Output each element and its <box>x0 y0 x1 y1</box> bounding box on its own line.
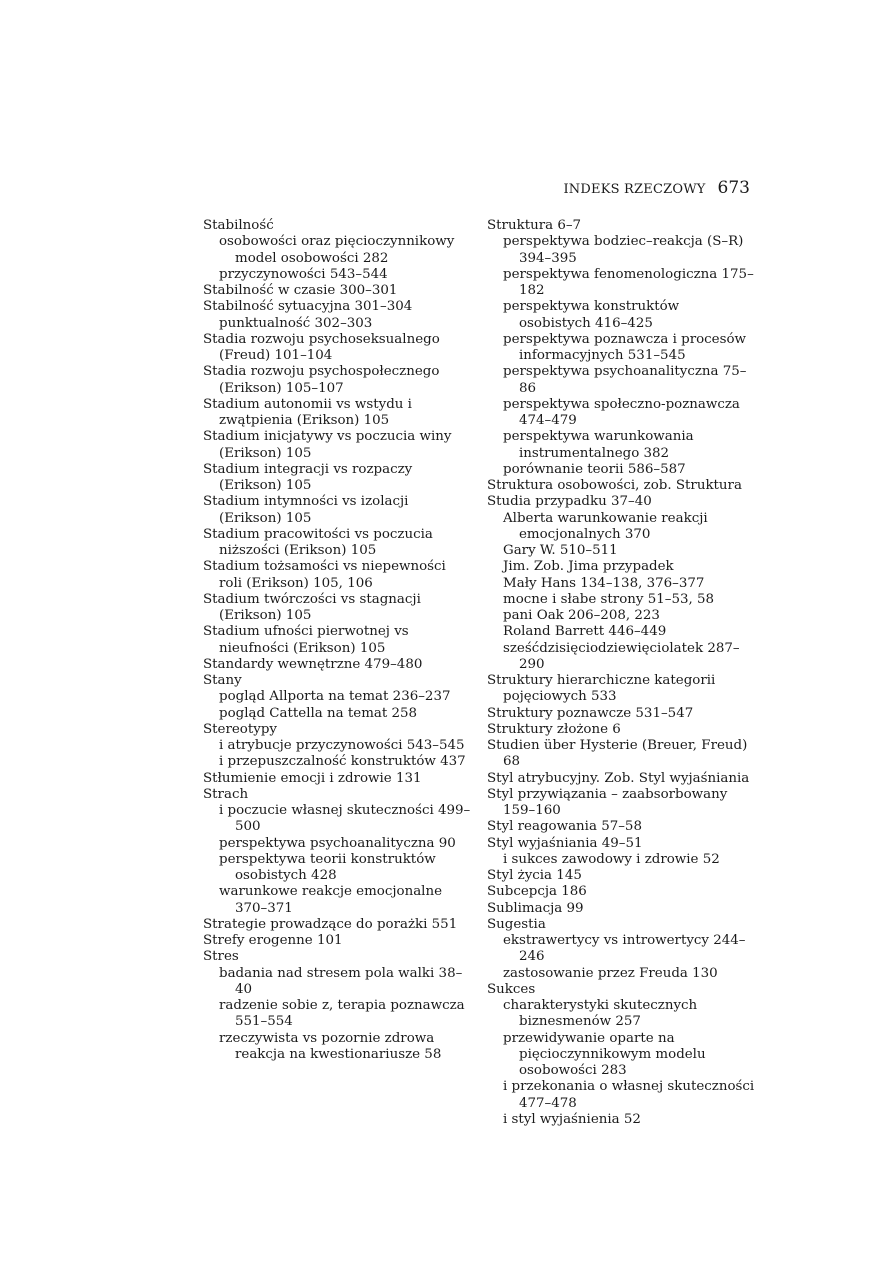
index-entry: Sugestia <box>487 916 546 932</box>
index-subentry: perspektywa społeczno-poznawcza 474–479 <box>503 396 740 428</box>
index-subentry: perspektywa psychoanalityczna 90 <box>219 835 456 851</box>
index-subentry: sześćdzisięciodziewięciolatek 287–290 <box>503 640 740 672</box>
index-subentry: radzenie sobie z, terapia poznawcza 551–554 <box>219 998 465 1030</box>
index-subentry: perspektywa teorii konstruktów osobistych 428 <box>219 851 436 883</box>
index-entry: Struktura 6–7 <box>487 218 582 233</box>
index-entry: Stadium twórczości vs stagnacji (Erikson) 105 <box>203 591 421 623</box>
index-subentry: perspektywa poznawcza i procesów informacyjnych 531–545 <box>503 331 746 363</box>
running-header-title: INDEKS RZECZOWY <box>563 182 706 197</box>
index-column-left <box>203 218 471 1063</box>
index-subentry: mocne i słabe strony 51–53, 58 <box>503 591 715 607</box>
index-entry: Styl przywiązania – zaabsorbowany 159–160 <box>487 786 728 818</box>
index-subentry: przewidywanie oparte na pięcioczynnikowym modelu osobowości 283 <box>503 1030 706 1078</box>
index-entry: Stabilność sytuacyjna 301–304 <box>203 299 413 315</box>
index-subentry: pogląd Allporta na temat 236–237 <box>219 689 451 705</box>
index-subentry: i poczucie własnej skuteczności 499–500 <box>219 803 471 835</box>
index-subentry: punktualność 302–303 <box>219 315 373 331</box>
index-entry: Stany <box>203 673 242 688</box>
index-subentry: perspektywa psychoanalityczna 75–86 <box>503 364 747 396</box>
index-entry: Stadia rozwoju psychospołecznego (Erikson) 105–107 <box>203 364 440 396</box>
index-subentry: i atrybucje przyczynowości 543–545 <box>219 738 465 753</box>
index-entry: Stłumienie emocji i zdrowie 131 <box>203 770 422 786</box>
index-entry: Stadium integracji vs rozpaczy (Erikson) 105 <box>203 461 413 493</box>
index-entry: Stadium ufności pierwotnej vs nieufności (Erikson) 105 <box>203 624 409 656</box>
index-entry: Stadium tożsamości vs niepewności roli (Erikson) 105, 106 <box>203 559 446 591</box>
page-number: 673 <box>717 178 750 198</box>
index-subentry: perspektywa fenomenologiczna 175–182 <box>503 266 754 298</box>
index-entry: Styl atrybucyjny. Zob. Styl wyjaśniania <box>487 770 750 786</box>
index-subentry: Jim. Zob. Jima przypadek <box>503 559 674 575</box>
index-subentry: perspektywa konstruktów osobistych 416–425 <box>503 299 680 331</box>
index-subentry: przyczynowości 543–544 <box>219 266 388 282</box>
index-subentry: zastosowanie przez Freuda 130 <box>503 965 718 981</box>
index-entry: Struktury poznawcze 531–547 <box>487 705 694 721</box>
index-subentry: osobowości oraz pięcioczynnikowy model osobowości 282 <box>219 234 455 266</box>
index-entry: Stabilność w czasie 300–301 <box>203 283 398 298</box>
index-subentry: i przekonania o własnej skuteczności 477–478 <box>503 1079 755 1111</box>
index-entry: Strategie prowadzące do porażki 551 <box>203 916 458 932</box>
index-entry: Struktury złożone 6 <box>487 721 621 737</box>
index-entry: Styl życia 145 <box>487 868 582 883</box>
index-entry: Stadia rozwoju psychoseksualnego (Freud) 101–104 <box>203 331 440 363</box>
index-entry: Standardy wewnętrzne 479–480 <box>203 656 423 672</box>
index-subentry: porównanie teorii 586–587 <box>503 461 686 477</box>
index-entry: Styl reagowania 57–58 <box>487 819 642 835</box>
index-entry: Struktura osobowości, zob. Struktura <box>487 478 742 493</box>
index-entry: Sublimacja 99 <box>487 900 584 916</box>
index-column-right <box>487 218 755 1128</box>
index-entry: Stres <box>203 949 239 965</box>
index-subentry: perspektywa bodziec–reakcja (S–R) 394–395 <box>503 234 744 266</box>
index-subentry: Mały Hans 134–138, 376–377 <box>503 575 705 591</box>
index-entry: Studia przypadku 37–40 <box>487 494 652 510</box>
index-entry: Stadium intymności vs izolacji (Erikson) 105 <box>203 494 409 526</box>
index-subentry: i styl wyjaśnienia 52 <box>503 1111 641 1127</box>
index-subentry: Roland Barrett 446–449 <box>503 624 667 640</box>
index-subentry: ekstrawertycy vs introwertycy 244–246 <box>503 933 746 965</box>
index-entry: Strach <box>203 786 249 802</box>
index-subentry: Alberta warunkowanie reakcji emocjonalnych 370 <box>503 510 708 542</box>
index-entry: Stadium inicjatywy vs poczucia winy (Erikson) 105 <box>203 429 452 461</box>
index-subentry: charakterystyki skutecznych biznesmenów 257 <box>503 998 698 1030</box>
index-entry: Styl wyjaśniania 49–51 <box>487 835 643 851</box>
index-entry: Subcepcja 186 <box>487 884 587 900</box>
index-subentry: Gary W. 510–511 <box>503 543 618 558</box>
index-subentry: i sukces zawodowy i zdrowie 52 <box>503 851 720 867</box>
index-entry: Struktury hierarchiczne kategorii pojęciowych 533 <box>487 673 716 705</box>
index-entry: Studien über Hysterie (Breuer, Freud) 68 <box>487 738 748 770</box>
index-subentry: warunkowe reakcje emocjonalne 370–371 <box>219 884 443 916</box>
index-entry: Stereotypy <box>203 721 277 737</box>
index-subentry: perspektywa warunkowania instrumentalnego 382 <box>503 429 694 461</box>
index-subentry: pani Oak 206–208, 223 <box>503 608 660 623</box>
index-subentry: i przepuszczalność konstruktów 437 <box>219 754 466 770</box>
index-subentry: rzeczywista vs pozornie zdrowa reakcja na kwestionariusze 58 <box>219 1030 442 1062</box>
index-entry: Sukces <box>487 981 536 997</box>
running-header <box>563 178 750 198</box>
index-entry: Stabilność <box>203 218 274 233</box>
index-entry: Stadium autonomii vs wstydu i zwątpienia (Erikson) 105 <box>203 396 412 428</box>
index-subentry: badania nad stresem pola walki 38–40 <box>219 965 463 997</box>
index-subentry: pogląd Cattella na temat 258 <box>219 705 418 721</box>
index-entry: Strefy erogenne 101 <box>203 933 343 948</box>
index-entry: Stadium pracowitości vs poczucia niższości (Erikson) 105 <box>203 526 433 558</box>
